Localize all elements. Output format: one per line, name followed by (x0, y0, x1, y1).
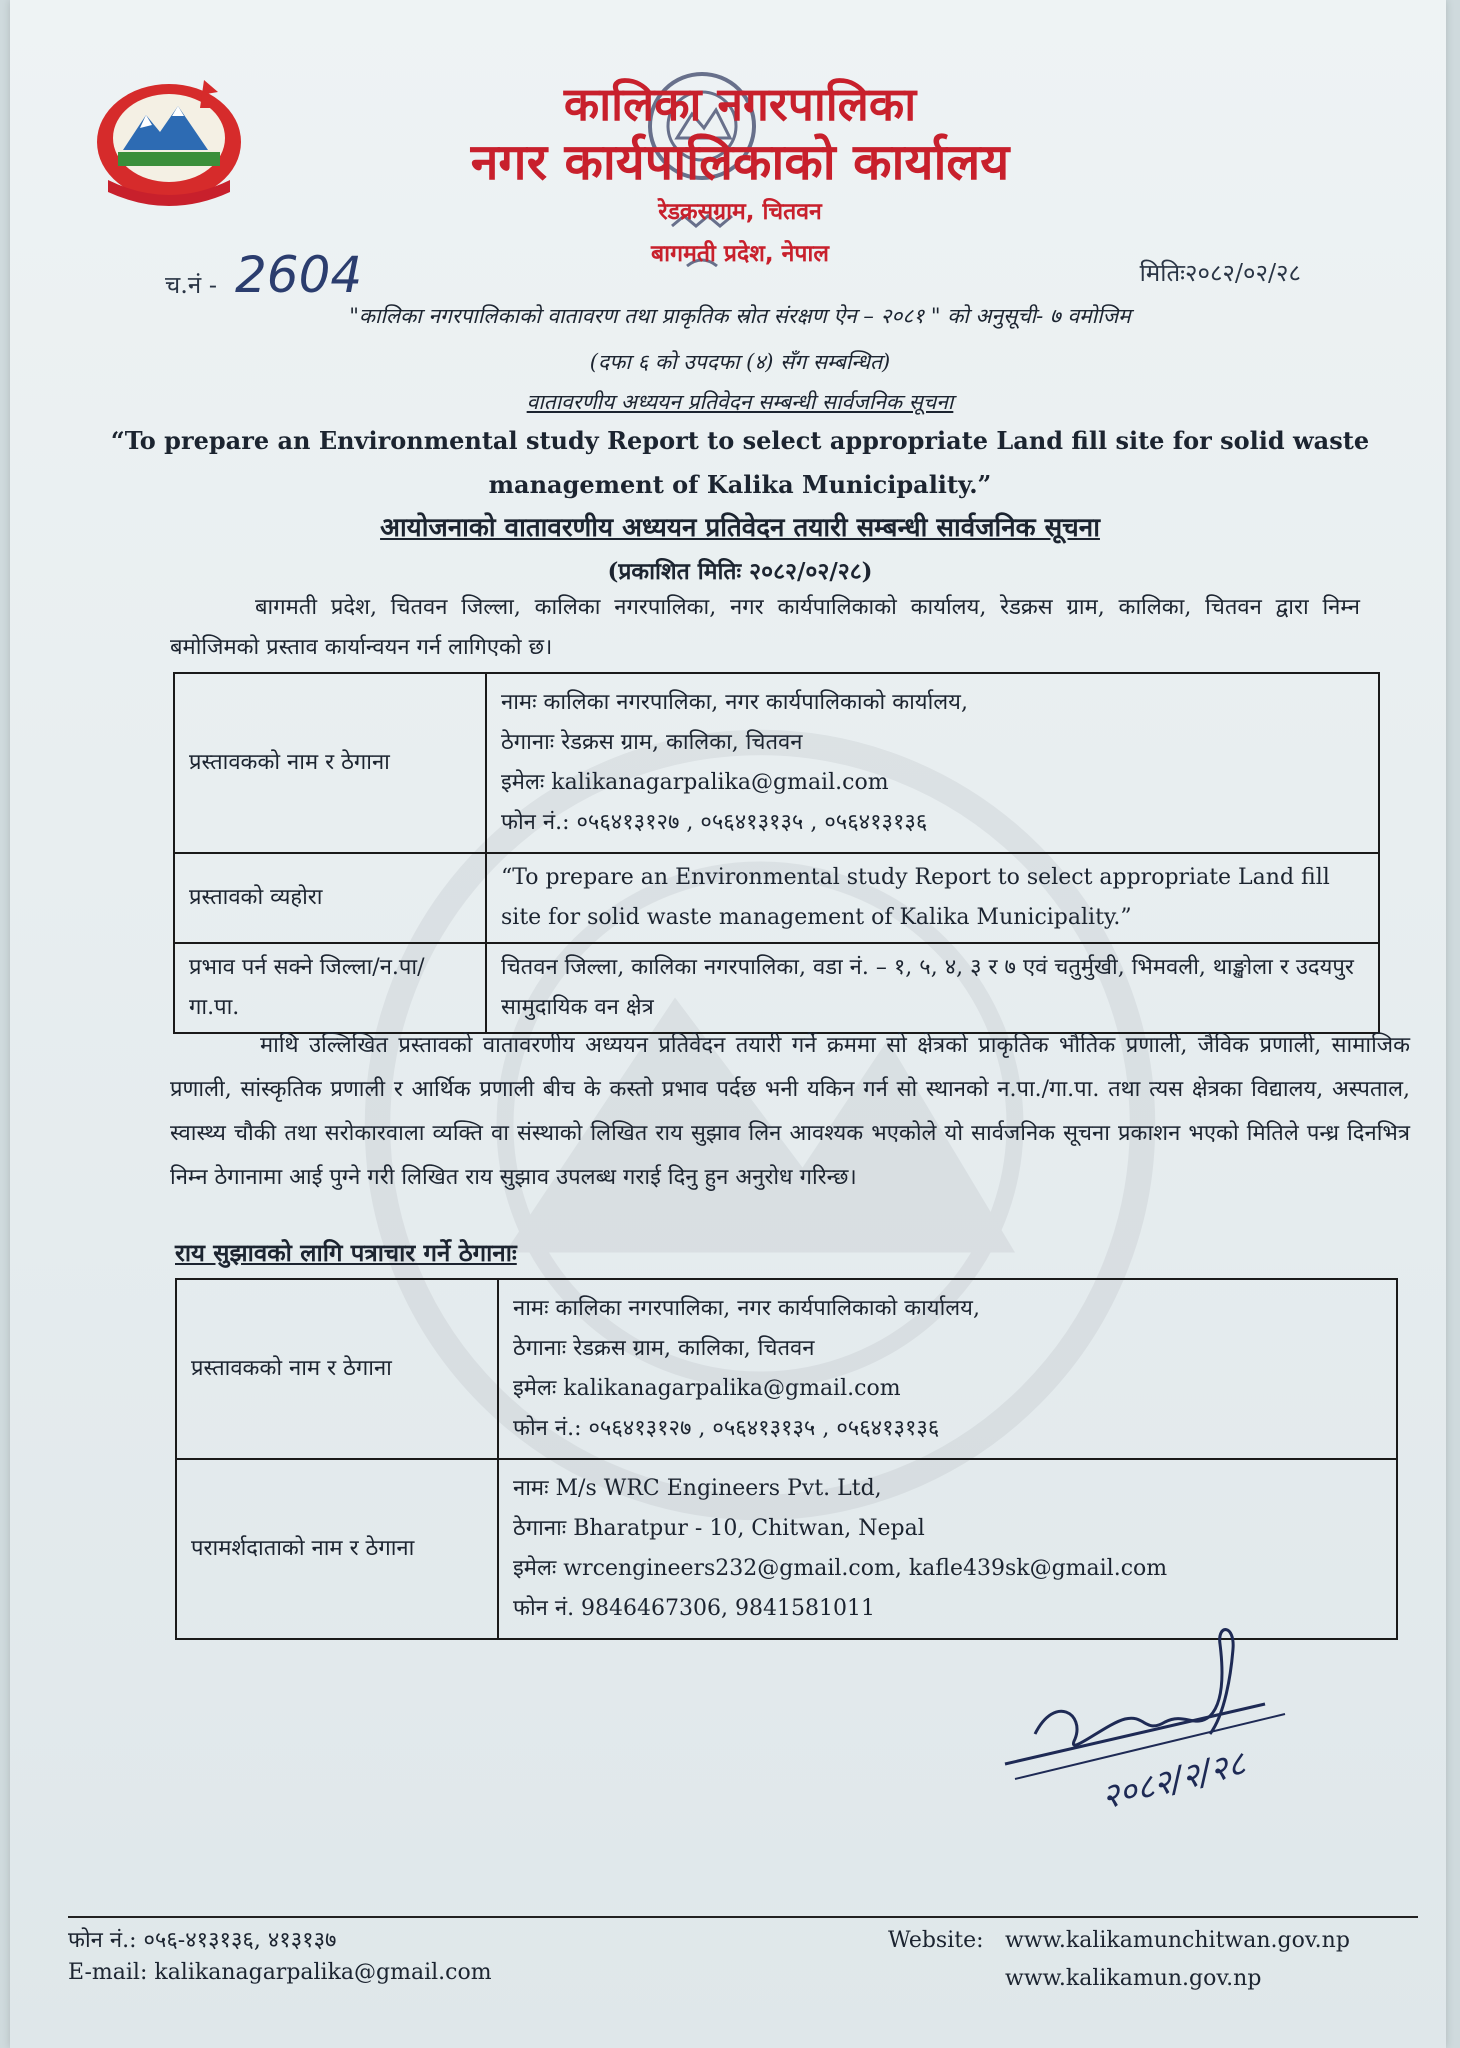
proponent-details (486, 673, 1379, 853)
table-row (174, 673, 1379, 853)
notice-heading (10, 508, 1460, 544)
act-reference: "कालिका नगरपालिकाको वातावरण तथा प्राकृतिक स्रोत संरक्षण ऐन – २०८१ " को अनुसूची- ७ वमोजिम (349, 304, 1131, 328)
intro-paragraph: बागमती प्रदेश, चितवन जिल्ला, कालिका नगरपालिका, नगर कार्यपालिकाको कार्यालय, रेडक्रस ग्राम, कालिका, चितवन द्वारा निम्न बमोजिमको प्रस्ताव कार्यान्वयन गर्न लागिएको छ। (170, 595, 1360, 660)
project-title-line-1: “To prepare an Environmental study Report to select appropriate Land fill site for solid waste (110, 426, 1370, 455)
notice-heading-text: आयोजनाको वातावरणीय अध्ययन प्रतिवेदन तयारी सम्बन्धी सार्वजनिक सूचना (380, 513, 1100, 543)
signature-date: २०८२/२/२८ (1097, 1743, 1250, 1818)
proponent-address: ठेगानाः रेडक्रस ग्राम, कालिका, चितवन (513, 1336, 815, 1361)
consultant-label: परामर्शदाताको नाम र ठेगाना (176, 1459, 498, 1639)
proponent-phone: फोन नं.: ०५६४१३१२७ , ०५६४१३१३५ , ०५६४१३१३६ (501, 810, 928, 835)
correspondence-table (175, 1278, 1398, 1640)
office-name: नगर कार्यपालिकाको कार्यालय (470, 133, 1010, 191)
reference-number: 2604 (235, 246, 363, 304)
proponent-details (498, 1279, 1397, 1459)
proponent-email: इमेलः kalikanagarpalika@gmail.com (513, 1376, 901, 1401)
footer-divider (68, 1916, 1418, 1918)
handwritten-signature (995, 1604, 1355, 1834)
clause-reference: (दफा ६ को उपदफा (४) सँग सम्बन्धित) (589, 350, 891, 374)
project-title-line-2: management of Kalika Municipality.” (488, 470, 992, 499)
table-row (174, 853, 1379, 943)
body-paragraph: माथि उल्लिखित प्रस्तावको वातावरणीय अध्ययन प्रतिवेदन तयारी गर्ने क्रममा सो क्षेत्रको प्राकृतिक भौतिक प्रणाली, जैविक प्रणाली, सामाजिक प्रणाली, सांस्कृतिक प्रणाली र आर्थिक प्रणाली बीच के कस्तो प्रभाव पर्दछ भनी यकिन गर्न सो स्थानको न.पा./गा.पा. तथा त्यस क्षेत्रका विद्यालय, अस्पताल, स्वास्थ्य चौकी तथा सरोकारवाला व्यक्ति वा संस्थाको लिखित राय सुझाव लिन आवश्यक भएकोले यो सार्वजनिक सूचना प्रकाशन भएको मितिले पन्ध्र दिनभित्र निम्न ठेगानामा आई पुग्ने गरी लिखित राय सुझाव उपलब्ध गराई दिनु हुन अनुरोध गरिन्छ। (170, 1033, 1410, 1190)
proponent-name: नामः कालिका नगरपालिका, नगर कार्यपालिकाको कार्यालय, (513, 1296, 980, 1321)
proponent-address: ठेगानाः रेडक्रस ग्राम, कालिका, चितवन (501, 730, 803, 755)
affected-area-label: प्रभाव पर्न सक्ने जिल्ला/न.पा/गा.पा. (174, 943, 486, 1033)
proponent-label: प्रस्तावकको नाम र ठेगाना (176, 1279, 498, 1459)
correspondence-heading: राय सुझावको लागि पत्राचार गर्ने ठेगानाः (175, 1238, 517, 1267)
table-row (176, 1279, 1397, 1459)
proponent-phone: फोन नं.: ०५६४१३१२७ , ०५६४१३१३५ , ०५६४१३१३६ (513, 1416, 940, 1441)
consultant-email: इमेलः wrcengineers232@gmail.com, kafle439sk@gmail.com (513, 1556, 1168, 1581)
proposal-table (173, 672, 1380, 1034)
proponent-name: नामः कालिका नगरपालिका, नगर कार्यपालिकाको कार्यालय, (501, 690, 968, 715)
office-province: बागमती प्रदेश, नेपाल (651, 241, 829, 267)
footer-website-1: www.kalikamunchitwan.gov.np (1005, 1928, 1350, 1953)
consultant-name: नामः M/s WRC Engineers Pvt. Ltd, (513, 1476, 882, 1501)
notice-subheading-text: वातावरणीय अध्ययन प्रतिवेदन सम्बन्धी सार्वजनिक सूचना (526, 390, 954, 414)
footer-email: E-mail: kalikanagarpalika@gmail.com (68, 1960, 492, 1985)
affected-area-value: चितवन जिल्ला, कालिका नगरपालिका, वडा नं. – १, ५, ४, ३ र ७ एवं चतुर्मुखी, भिमवली, थाङ्खोला र उदयपुर सामुदायिक वन क्षेत्र (486, 943, 1379, 1033)
footer-phone: फोन नं.: ०५६-४१३१३६, ४१३१३७ (68, 1928, 337, 1953)
proposal-subject-label: प्रस्तावको व्यहोरा (174, 853, 486, 943)
footer-website-2: www.kalikamun.gov.np (1005, 1966, 1262, 1991)
office-location: रेडक्रसग्राम, चितवन (658, 199, 822, 225)
published-date: (प्रकाशित मितिः २०८२/०२/२८) (607, 558, 873, 585)
notice-subheading (10, 388, 1460, 416)
proponent-email: इमेलः kalikanagarpalika@gmail.com (501, 770, 889, 795)
consultant-phone: फोन नं. 9846467306, 9841581011 (513, 1596, 875, 1621)
consultant-address: ठेगानाः Bharatpur - 10, Chitwan, Nepal (513, 1516, 925, 1541)
footer-website-label: Website: (888, 1928, 984, 1953)
document-page (10, 0, 1446, 2048)
table-row (174, 943, 1379, 1033)
proposal-subject-value: “To prepare an Environmental study Report to select appropriate Land fill site for solid waste management of Kalika Municipality.” (486, 853, 1379, 943)
municipality-name: कालिका नगरपालिका (563, 77, 917, 131)
proponent-label: प्रस्तावकको नाम र ठेगाना (174, 673, 486, 853)
reference-label: च.नं - (165, 271, 217, 299)
issue-date: मितिः२०८२/०२/२८ (1139, 259, 1301, 287)
